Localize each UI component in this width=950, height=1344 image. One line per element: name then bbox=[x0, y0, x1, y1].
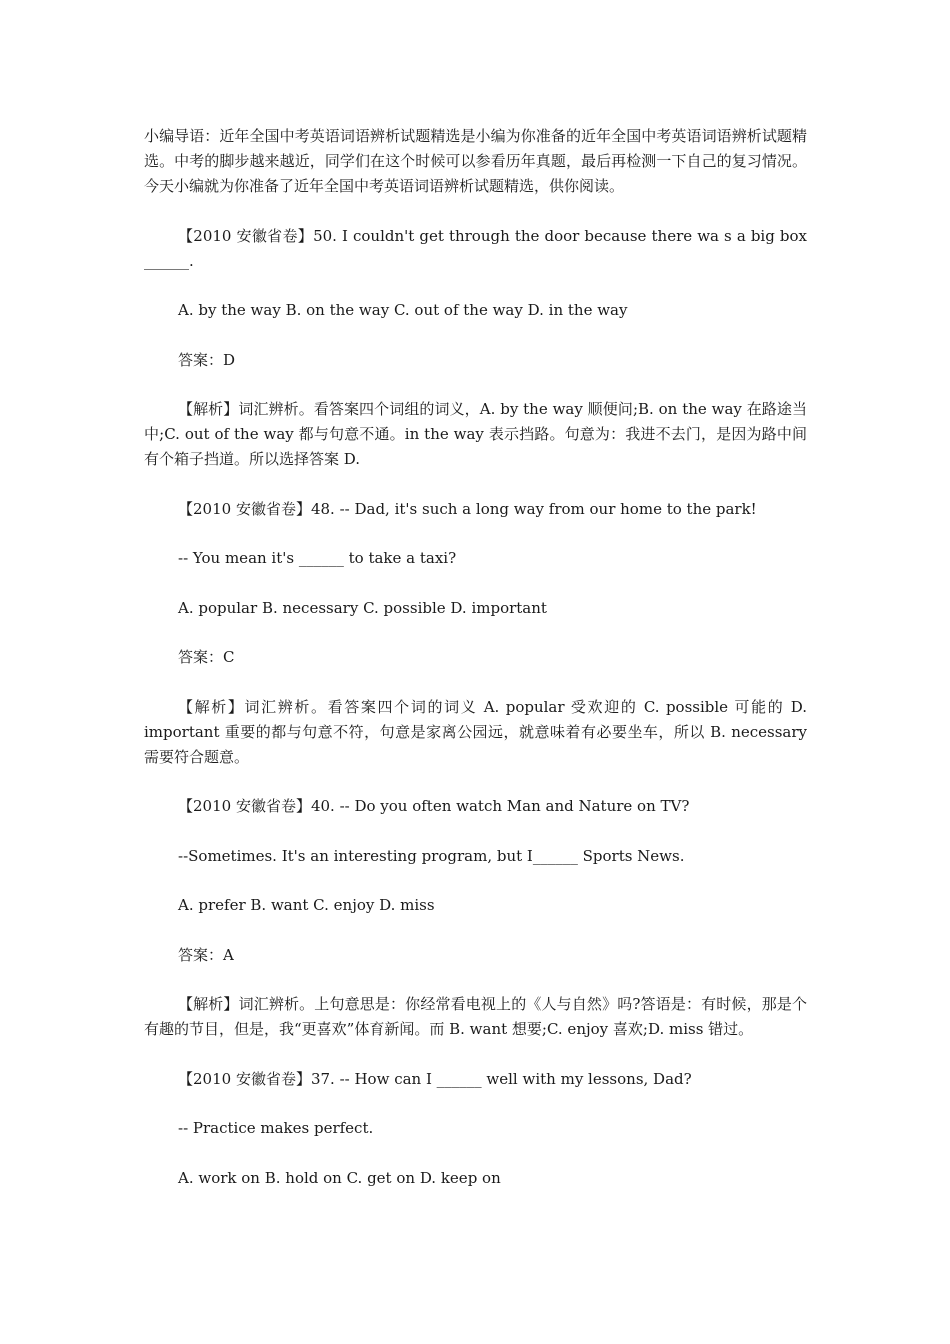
question-2-reply: -- You mean it's ______ to take a taxi? bbox=[178, 549, 457, 567]
question-1-options: A. by the way B. on the way C. out of the way D. in the way bbox=[178, 301, 628, 319]
question-1-analysis: 【解析】词汇辨析。看答案四个词组的词义，A. by the way 顺便问;B. on the way 在路途当中;C. out of the way 都与句意不通。in the way 表示挡路。句意为：我进不去门，是因为路中间有个箱子挡道。所以选择答案 D. bbox=[144, 400, 807, 468]
question-2-answer: 答案：C bbox=[178, 648, 235, 666]
question-3-reply: --Sometimes. It's an interesting program, but I______ Sports News. bbox=[178, 846, 685, 865]
intro-paragraph: 小编导语：近年全国中考英语词语辨析试题精选是小编为你准备的近年全国中考英语词语辨析试题精选。中考的脚步越来越近，同学们在这个时候可以参看历年真题，最后再检测一下自己的复习情况。今天小编就为你准备了近年全国中考英语词语辨析试题精选，供你阅读。 bbox=[144, 127, 807, 195]
question-3: 【2010 安徽省卷】40. -- Do you often watch Man and Nature on TV? bbox=[178, 797, 690, 815]
question-4-options: A. work on B. hold on C. get on D. keep on bbox=[178, 1168, 501, 1187]
question-2-options: A. popular B. necessary C. possible D. important bbox=[178, 598, 547, 617]
question-4: 【2010 安徽省卷】37. -- How can I ______ well with my lessons, Dad? bbox=[178, 1069, 692, 1088]
question-3-answer: 答案：A bbox=[178, 945, 234, 964]
question-3-options: A. prefer B. want C. enjoy D. miss bbox=[178, 896, 435, 914]
question-2: 【2010 安徽省卷】48. -- Dad, it's such a long way from our home to the park! bbox=[178, 499, 757, 518]
question-4-reply: -- Practice makes perfect. bbox=[178, 1119, 374, 1137]
question-2-analysis: 【解析】词汇辨析。看答案四个词的词义 A. popular 受欢迎的 C. possible 可能的 D. important 重要的都与句意不符，句意是家离公园远，就意味着有必要坐车，所以 B. necessary 需要符合题意。 bbox=[144, 697, 807, 766]
question-3-analysis: 【解析】词汇辨析。上句意思是：你经常看电视上的《人与自然》吗?答语是：有时候，那是个有趣的节目，但是，我“更喜欢”体育新闻。而 B. want 想要;C. enjoy 喜欢;D. miss 错过。 bbox=[144, 995, 807, 1038]
document-body bbox=[144, 124, 807, 1215]
question-1-answer: 答案：D bbox=[178, 350, 236, 369]
question-1: 【2010 安徽省卷】50. I couldn't get through the door because there wa s a big box ______. bbox=[144, 226, 807, 270]
